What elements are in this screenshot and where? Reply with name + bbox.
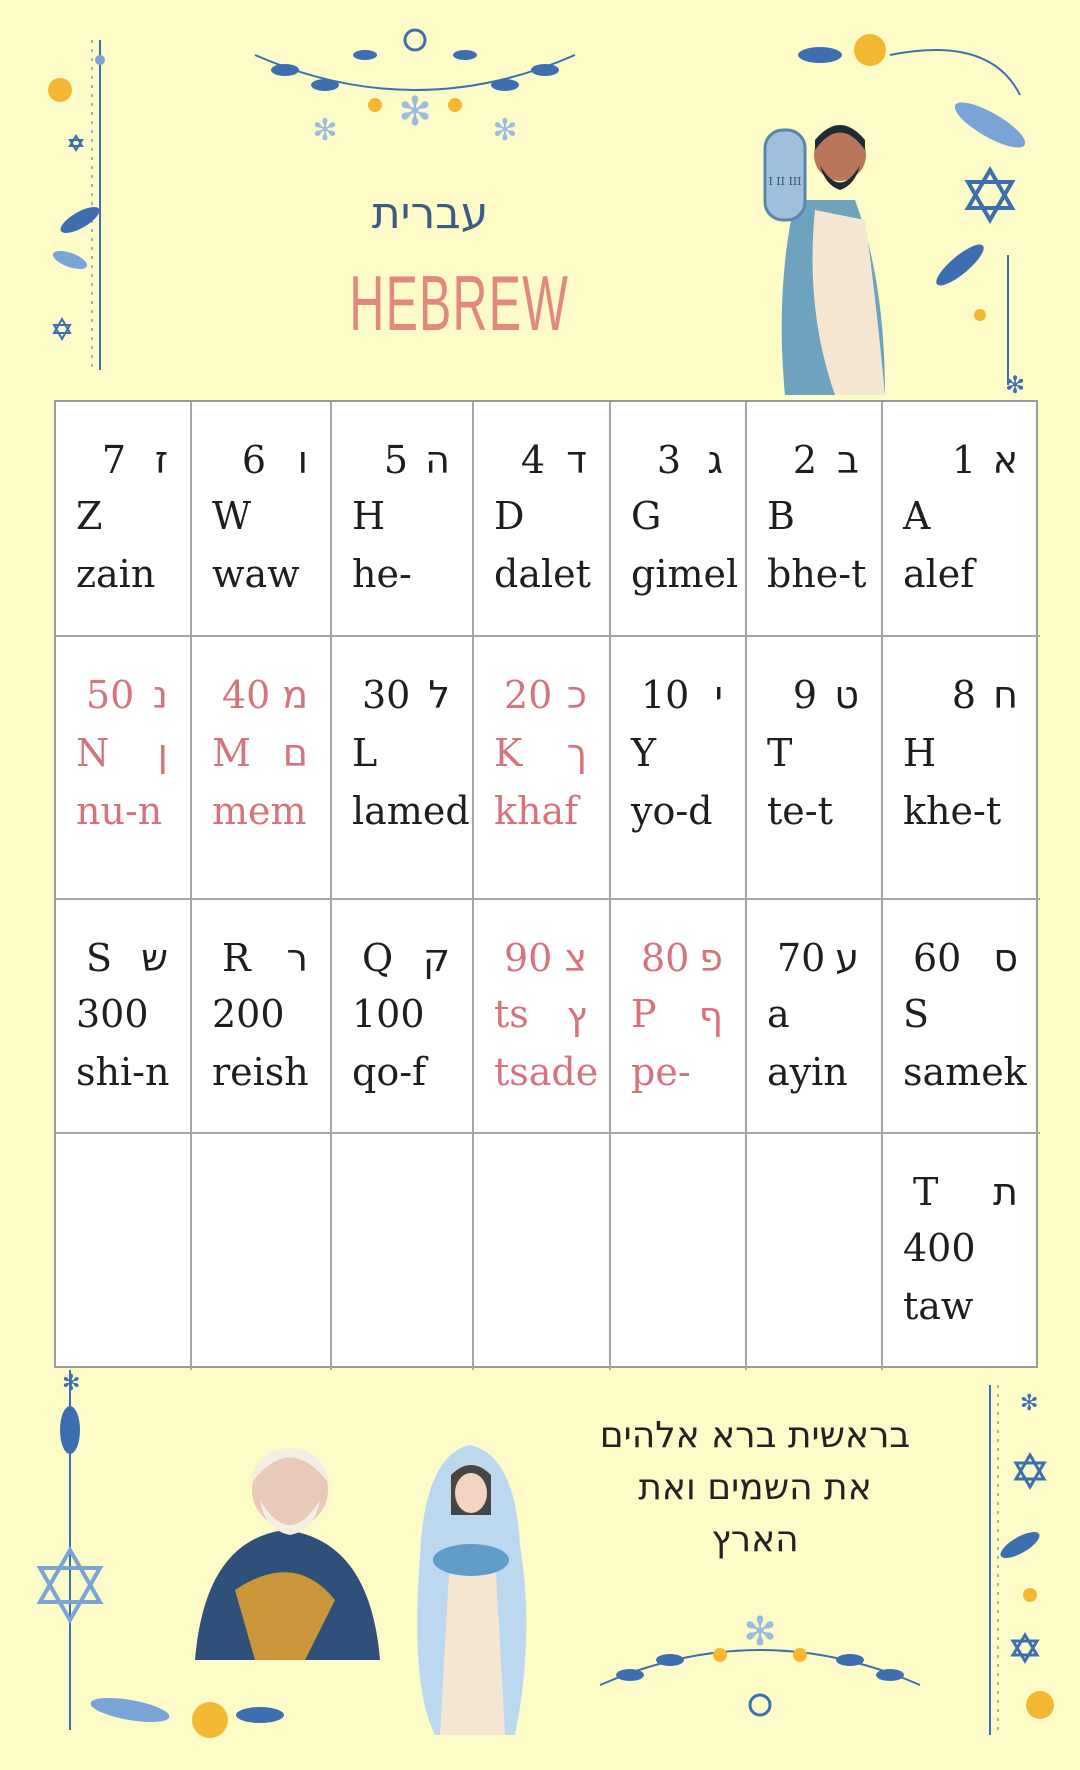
letter-cell <box>611 402 747 637</box>
letter-number: 60 <box>913 936 962 980</box>
letter-name: shi-n <box>76 1050 170 1094</box>
latin-letter: B <box>767 494 795 538</box>
hebrew-letter: ט <box>834 673 859 717</box>
empty-cell <box>611 1134 747 1370</box>
letter-cell <box>747 402 883 637</box>
letter-name: reish <box>212 1050 309 1094</box>
letter-number: 200 <box>212 992 285 1036</box>
letter-cell <box>192 402 332 637</box>
letter-number: 4 <box>520 438 545 482</box>
letter-number: 70 <box>777 936 826 980</box>
elder-with-quill-illustration <box>195 1430 385 1660</box>
letter-number: 100 <box>352 992 425 1036</box>
letter-cell <box>611 637 747 900</box>
letter-name: waw <box>212 552 300 596</box>
moses-with-tablets-illustration <box>735 110 915 400</box>
letter-name: samek <box>903 1050 1027 1094</box>
hebrew-letter: ה <box>425 438 450 482</box>
letter-number: 7 <box>101 438 126 482</box>
latin-letter: S <box>86 936 113 980</box>
letter-number: 2 <box>792 438 817 482</box>
hebrew-letter: ת <box>993 1170 1018 1214</box>
latin-letter: N <box>76 731 110 775</box>
letter-name: taw <box>903 1284 974 1328</box>
letter-number: 9 <box>792 673 817 717</box>
letter-cell <box>883 402 1040 637</box>
letter-number: 80 <box>641 936 690 980</box>
latin-letter: M <box>212 731 251 775</box>
letter-name: khe-t <box>903 789 1002 833</box>
hebrew-letter: ר <box>286 936 308 980</box>
latin-letter: A <box>903 494 931 538</box>
final-form-letter: ץ <box>566 994 587 1038</box>
hebrew-letter: ז <box>154 438 168 482</box>
bottom-center-floral-decoration <box>580 1595 940 1735</box>
letter-number: 10 <box>641 673 690 717</box>
top-left-floral-decoration <box>40 30 150 380</box>
final-form-letter: ף <box>698 994 723 1038</box>
svg-text:✻: ✻ <box>398 89 432 135</box>
hebrew-letter: כ <box>566 673 587 717</box>
empty-cell <box>474 1134 611 1370</box>
hebrew-letter: ש <box>141 936 168 980</box>
letter-number: 90 <box>504 936 553 980</box>
letter-name: yo-d <box>631 789 713 833</box>
latin-letter: W <box>212 494 252 538</box>
svg-text:✻: ✻ <box>1005 371 1026 395</box>
letter-cell <box>883 1134 1040 1370</box>
letter-number: 30 <box>362 673 411 717</box>
latin-letter: a <box>767 992 790 1036</box>
letter-cell <box>747 900 883 1134</box>
letter-name: he- <box>352 552 412 596</box>
letter-number: 400 <box>903 1226 976 1270</box>
hebrew-letter: א <box>992 438 1018 482</box>
letter-name: lamed <box>352 789 470 833</box>
letter-cell <box>332 402 474 637</box>
title-english: HEBREW <box>349 259 570 347</box>
genesis-verse <box>560 1410 950 1566</box>
hebrew-letter: מ <box>282 673 308 717</box>
letter-number: 40 <box>222 673 271 717</box>
letter-name: ayin <box>767 1050 848 1094</box>
letter-cell <box>332 900 474 1134</box>
svg-text:✻: ✻ <box>743 1609 777 1655</box>
verse-line: בראשית ברא אלהים <box>599 1415 911 1456</box>
latin-letter: Y <box>631 731 657 775</box>
top-center-floral-decoration <box>235 15 595 155</box>
letter-cell <box>474 402 611 637</box>
latin-letter: R <box>222 936 251 980</box>
latin-letter: ts <box>494 992 529 1036</box>
svg-text:✻: ✻ <box>62 1371 81 1396</box>
empty-cell <box>747 1134 883 1370</box>
hebrew-letter: נ <box>152 673 168 717</box>
letter-cell <box>747 637 883 900</box>
letter-number: 6 <box>241 438 266 482</box>
hebrew-letter: צ <box>564 936 587 980</box>
letter-number: 8 <box>951 673 976 717</box>
bottom-right-floral-decoration <box>950 1385 1060 1745</box>
svg-text:✻: ✻ <box>1020 1391 1039 1416</box>
letter-cell <box>56 402 192 637</box>
letter-name: khaf <box>494 789 579 833</box>
letter-number: 50 <box>86 673 135 717</box>
verse-line: הארץ <box>711 1519 799 1560</box>
alphabet-table <box>54 400 1038 1368</box>
letter-cell <box>192 900 332 1134</box>
final-form-letter: ך <box>566 731 587 775</box>
hebrew-letter: ח <box>993 673 1018 717</box>
mother-with-child-illustration <box>405 1435 540 1735</box>
latin-letter: D <box>494 494 525 538</box>
hebrew-letter: ק <box>423 936 450 980</box>
latin-letter: T <box>913 1170 939 1214</box>
hebrew-letter: ד <box>566 438 587 482</box>
letter-cell <box>474 900 611 1134</box>
letter-cell <box>611 900 747 1134</box>
letter-cell <box>192 637 332 900</box>
latin-letter: Q <box>362 936 394 980</box>
letter-cell <box>474 637 611 900</box>
latin-letter: H <box>352 494 386 538</box>
letter-name: gimel <box>631 552 739 596</box>
hebrew-letter: ג <box>707 438 723 482</box>
letter-name: nu-n <box>76 789 163 833</box>
letter-cell <box>56 900 192 1134</box>
letter-name: qo-f <box>352 1050 427 1094</box>
letter-name: mem <box>212 789 307 833</box>
letter-number: 5 <box>383 438 408 482</box>
latin-letter: G <box>631 494 662 538</box>
letter-cell <box>883 900 1040 1134</box>
hebrew-letter: ו <box>297 438 308 482</box>
letter-number: 3 <box>656 438 681 482</box>
letter-number: 300 <box>76 992 149 1036</box>
latin-letter: H <box>903 731 937 775</box>
letter-name: te-t <box>767 789 833 833</box>
svg-text:I II III: I II III <box>768 175 802 188</box>
latin-letter: T <box>767 731 793 775</box>
svg-text:✻: ✻ <box>492 113 518 148</box>
hebrew-letter: ב <box>837 438 859 482</box>
letter-name: zain <box>76 552 156 596</box>
letter-number: 20 <box>504 673 553 717</box>
latin-letter: Z <box>76 494 103 538</box>
latin-letter: K <box>494 731 523 775</box>
empty-cell <box>332 1134 474 1370</box>
letter-cell <box>332 637 474 900</box>
latin-letter: L <box>352 731 378 775</box>
hebrew-letter: ס <box>993 936 1018 980</box>
letter-cell <box>56 637 192 900</box>
final-form-letter: ם <box>282 731 308 775</box>
hebrew-letter: ל <box>428 673 450 717</box>
letter-name: alef <box>903 552 975 596</box>
letter-name: tsade <box>494 1050 599 1094</box>
letter-name: bhe-t <box>767 552 867 596</box>
hebrew-letter: י <box>714 673 723 717</box>
hebrew-letter: ע <box>835 936 859 980</box>
letter-cell <box>883 637 1040 900</box>
empty-cell <box>56 1134 192 1370</box>
svg-text:✻: ✻ <box>312 113 338 148</box>
letter-name: pe- <box>631 1050 691 1094</box>
verse-line: את השמים ואת <box>638 1467 872 1508</box>
letter-name: dalet <box>494 552 591 596</box>
latin-letter: P <box>631 992 657 1036</box>
latin-letter: S <box>903 992 930 1036</box>
empty-cell <box>192 1134 332 1370</box>
letter-number: 1 <box>951 438 976 482</box>
hebrew-letter: פ <box>699 936 723 980</box>
final-form-letter: ן <box>157 731 168 775</box>
title-hebrew: עברית <box>371 188 489 239</box>
